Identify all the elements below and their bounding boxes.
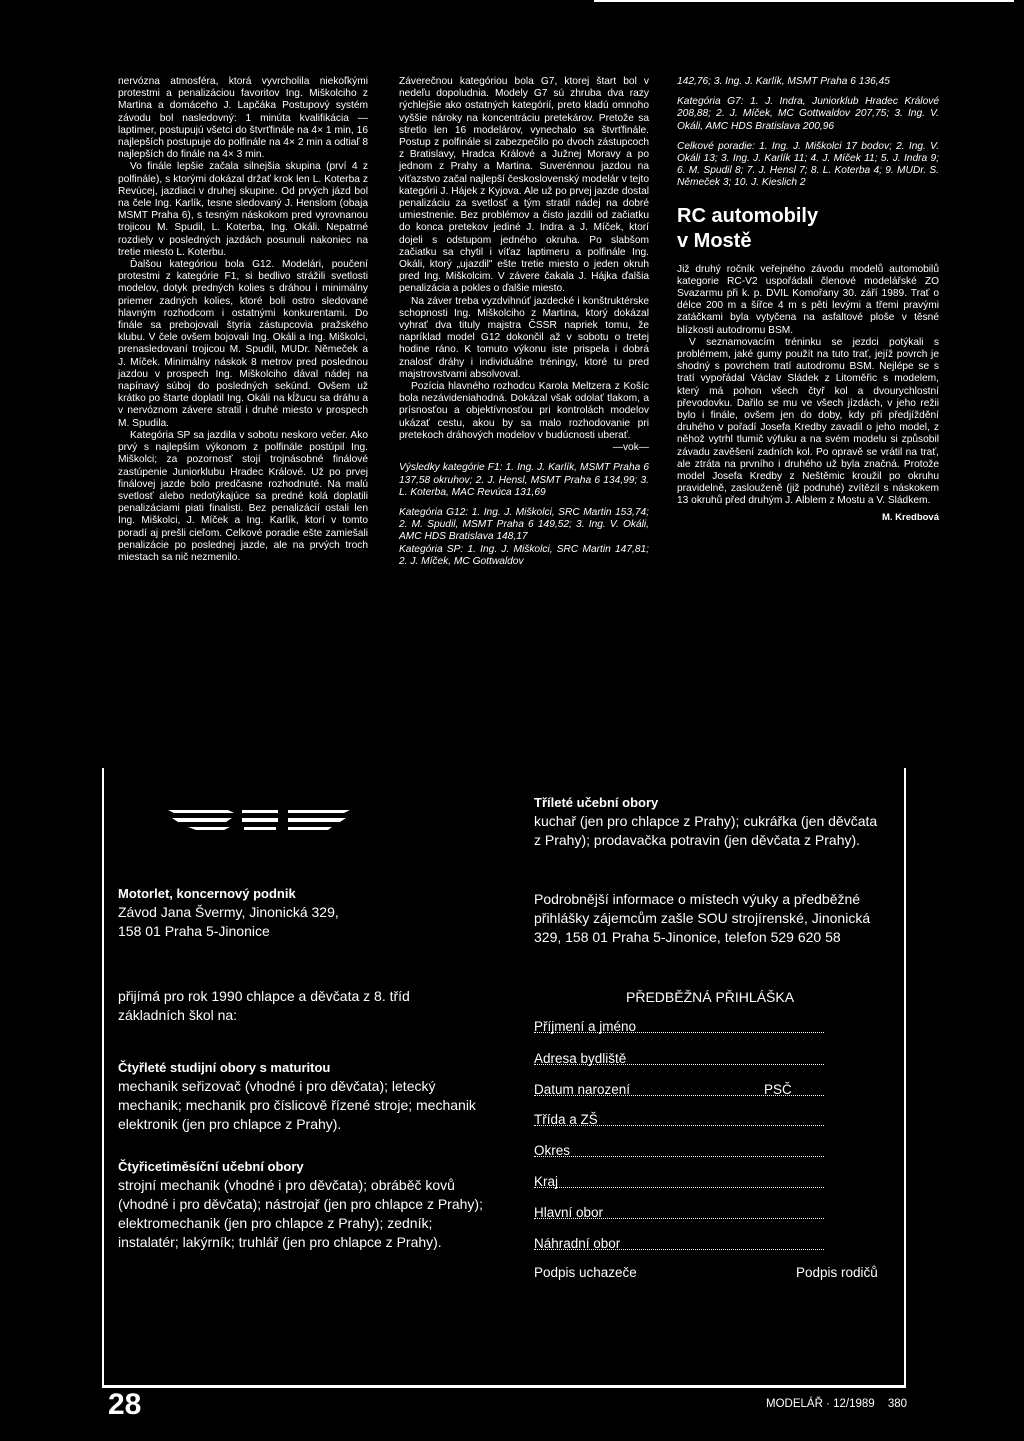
signature-parents: Podpis rodičů [796,1265,878,1280]
results-sp-continued: 142,76; 3. Ing. J. Karlík, MSMT Praha 6 136,45 [677,76,890,87]
section-heading: Tříleté učební obory [534,795,659,810]
paragraph: Záverečnou kategóriou bola G7, ktorej štart bol v nedeľu dopoludnia. Modely G7 sú zhruba dva razy rýchlejšie ako ostatných kategórií, preto kladú omnoho vyššie nároky na koncentráciu pretekárov. Pretože sa stretlo len 16 modelárov, vynechalo sa štvrťfinále. Postup z polfinále si zabezpečilo po dvoch zástupcoch z Bratislavy, Hradca Králové a Južnej Moravy a po jednom z Prahy a Martina. Suverénnou jazdou na víťazstvo začal najlepší československý modelár v tejto kategórii J. Hájek z Kyjova. Ale už po prvej jazde dostal penalizáciu za svetlosť a tým stratil nádej na dobré umiestnenie. Bez problémov a čisto jazdili od začiatku do konca pretekov jediné J. Indra a J. Míček, ktorí dojeli s odstupom jedného okruha. Po slabšom začiatku sa chytil i víťaz laptimeru a polfinále Ing. Okáli, ktorý „ujazdil" ešte tretie miesto o jeden okruh pred Ing. Miškolcim. V závere čakala J. Hájka ďalšia penalizácia a pokles o ďalšie miesto. [399,76,649,295]
section-text: strojní mechanik (vhodné i pro děvčata); obráběč kovů (vhodné i pro děvčata); nástrojař (jen pro chlapce z Prahy); elektromechanik (jen pro chlapce z Prahy); zedník; instalatér; lakýrník; truhlář (jen pro chlapce z Prahy). [118,1177,483,1250]
signature-applicant: Podpis uchazeče [534,1265,637,1280]
paragraph: Pozícia hlavného rozhodcu Karola Meltzera z Košíc bola nezávideniahodná. Dokázal však odolať tlakom, a prísnosťou a objektívnosťou pri kontrolách modelov ukázať cestu, akou by sa malo rozhodovanie pri pretekoch dráhových modelov v budúcnosti uberať. [399,381,649,441]
ad-intro: přijímá pro rok 1990 chlapce a děvčata z 8. tříd základních škol na: [118,988,410,1023]
section-text: mechanik seřizovač (vhodné i pro děvčata); letecký mechanik; mechanik pro číslicově řízené stroje; mechanik elektronik (jen pro chlapce z Prahy). [118,1078,476,1132]
paragraph: Ďalšou kategóriou bola G12. Modelári, poučení protestmi z kategórie F1, si bedlivo strážili svetlosti modelov, dotyk predných kolies s dráhou i minimálny priemer zadných kolies, ktoré boli ostro sledované hlavným rozhodcom i ostatnými konkurentami. Do finále sa prebojovali štyria zástupcovia pražského klubu. V čele ovšem bojovali Ing. Okáli a Ing. Miškolci, prenasledovaní trojicou M. Spudil, MUDr. Němeček a J. Míček. Minimálny náskok 8 metrov pred poslednou jazdou v prospech Ing. Miškolciho dával nádej na napínavý súboj do posledných sekúnd. Ovšem už krátko po štarte doplatil Ing. Okáli na kĺžucu sa dráhu a v nervóznom závere stratil i druhé miesto v prospech M. Spudila. [118,259,368,429]
address-line: 158 01 Praha 5-Jinonice [118,923,270,939]
paragraph: Již druhý ročník veřejného závodu modelů automobilů kategorie RC-V2 uspořádali členové modelářské ZO Svazarmu při k. p. DVIL Komořany 30. září 1989. Trať o délce 200 m a šířce 4 m s pěti levými a třemi pravými zatáčkami byla vytyčena na asfaltové ploše v těsné blízkosti autodromu BSM. [677,263,939,336]
footer [766,1398,907,1410]
paragraph: Na záver treba vyzdvihnúť jazdecké i konštruktérske schopnosti Ing. Miškolciho z Martina, ktorý dokázal vyhrať dva tituly majstra ČSSR napriek tomu, že napríklad model G12 dokončil až v sobotu o tretej hodine ráno. K tomuto výkonu iste prispela i dobrá znalosť dráhy i individuálne tréningy, ktoré tu pred majstrovstvami absolvoval. [399,295,649,380]
results-g12: Kategória G12: 1. Ing. J. Miškolci, SRC Martin 153,74; 2. M. Spudil, MSMT Praha 6 149,52; 3. Ing. V. Okáli, AMC HDS Bratislava 148,17 [399,506,649,543]
address-line: Závod Jana Švermy, Jinonická 329, [118,904,339,920]
results-overall: Celkové poradie: 1. Ing. J. Miškolci 17 bodov; 2. Ing. V. Okáli 13; 3. Ing. J. Karlík 11; 4. J. Míček 11; 5. J. Indra 9; 6. M. Spudil 8; 7. J. Hensl 7; 8. L. Koterba 4; 9. MUDr. S. Němeček 3; 10. J. Kieslich 2 [677,140,939,189]
form-title: PŘEDBĚŽNÁ PŘIHLÁŠKA [626,989,795,1005]
top-rule [594,0,1014,2]
paragraph: Kategória SP sa jazdila v sobotu neskoro večer. Ako prvý s najlepším výkonom z polfinále postúpil Ing. Miškolci; za pozornosť stojí trojnásobné finálové zastúpenie Juniorklubu Hradec Králové. Už po prvej finálovej jazde bolo predčasne rozhodnuté. Na malú svetlosť alebo nedotýkajúce sa predné kolá doplatili penalizáciami piati finalisti. Bez penalizácií ostali len Ing. Miškolci, J. Míček a Ing. Karlík, ktorí v tomto poradí aj prešli cieľom. Celkové poradie ešte zamiešali penalizácie po poslednej jazde, ale na prvých troch miestach sa nič nezmenilo. [118,429,368,563]
results-f1: Výsledky kategórie F1: 1. Ing. J. Karlík, MSMT Praha 6 137,58 okruhov; 2. J. Hensl, MSMT Praha 6 134,99; 3. L. Koterba, MAC Revúca 131,69 [399,462,649,498]
article-column-1 [118,76,368,564]
paragraph: nervózna atmosféra, ktorá vyvrcholila niekoľkými protestmi a penalizáciou favoritov Ing. Miškolciho z Martina a domáceho J. Lapčáka Postupový systém závodu bol nasledovný: 1 minúta kvalifikácia — laptimer, postupujú všetci do štvrťfinále na 4× 1 min, 16 najlepších postupuje do polfinále na 4× 2 min a odtiaľ 8 najlepších do finále na 4× 3 min. [118,76,368,161]
info-text: Podrobnější informace o místech výuky a předběžné přihlášky zájemcům zašle SOU strojírenské, Jinonická 329, 158 01 Praha 5-Jinonice, telefon 529 620 58 [534,891,871,945]
paragraph: Vo finále lepšie začala silnejšia skupina (prví 4 z polfinále), s ktorými dokázal držať krok len L. Koterba z Revúcej, jazdiaci v druhej skupine. Od prvých jázd bol na čele Ing. Karlík, tesne sledovaný J. Henslom (obaja MSMT Praha 6), s tesným náskokom pred vyrovnanou trojicou M. Spudil, L. Koterba, Ing. Okáli. Nepatrné rozdiely v posledných jazdách posunuli nakoniec na tretie miesto L. Koterbu. [118,161,368,258]
article-column-3 [677,76,939,524]
rc-article-title: RC automobily v Mostě [677,204,819,252]
results-g7: Kategória G7: 1. J. Indra, Juniorklub Hradec Králové 208,88; 2. J. Míček, MC Gottwaldov 207,75; 3. Ing. V. Okáli, AMC HDS Bratislava 200,96 [677,96,939,132]
magazine-issue: MODELÁŘ · 12/1989 [766,1398,875,1410]
company-name: Motorlet, koncernový podnik [118,886,296,901]
results-sp: Kategória SP: 1. Ing. J. Miškolci, SRC Martin 147,81; 2. J. Míček, MC Gottwaldov [399,543,649,567]
section-heading: Čtyřleté studijní obory s maturitou [118,1060,331,1075]
page-code: 380 [887,1398,908,1410]
section-text: kuchař (jen pro chlapce z Prahy); cukrářka (jen děvčata z Prahy); prodavačka potravin (jen děvčata z Prahy). [534,813,878,848]
paragraph: V seznamovacím tréninku se jezdci potýkali s problémem, jaké gumy použít na tuto trať, jejíž povrch je shodný s povrchem tratí autodromu BSM. Nejlépe se s tratí vypořádal Václav Sládek z Litoměřic s modelem, který má pohon všech čtyř kol a dvourychlostní převodovku. Dařilo se mu ve všech jízdách, v jeho režii bylo i finále, ovšem jen do doby, kdy při předjíždění druhého v pořadí Josefa Kredby zavadil o jeho model, z něhož vytrhl tlumič výfuku a na svém modelu si způsobil závadu zavěšení zadních kol. Po opravě se vrátil na trať, ale ztráta na prvního i druhého už byla značná. Protože model Josefa Kredby z Neštěmic kroužil po okruhu pravidelně, zaslouženě (již podruhé) zvítězil s náskokem 13 okruhů před druhým J. Alblem z Mostu a V. Sládkem. [677,336,939,507]
section-heading: Čtyřicetiměsíční učební obory [118,1159,304,1174]
author-signature: —vok— [612,442,649,454]
ad-section-1 [118,1058,483,1134]
page-number: 28 [108,1388,142,1421]
motorlet-logo [168,800,468,840]
article-column-2 [399,76,649,568]
company-block [118,884,418,941]
rc-article-author: M. Kredbová [881,511,939,523]
ad-section-3 [534,793,884,850]
ad-section-2 [118,1157,488,1252]
